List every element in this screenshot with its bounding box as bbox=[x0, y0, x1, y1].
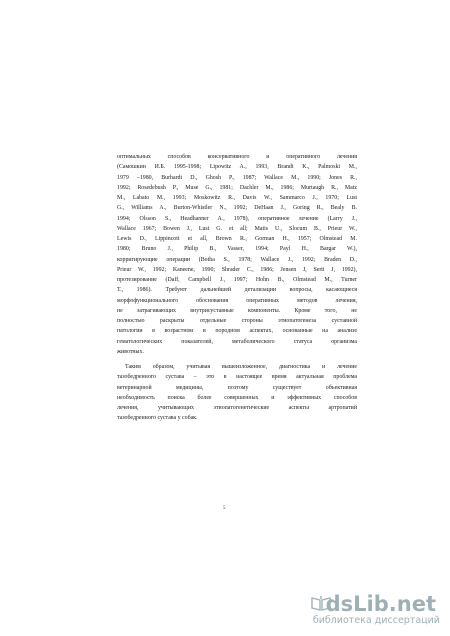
text-line: морфофункционального обоснования оперативных методов лечения, bbox=[117, 297, 357, 304]
text-line: патологии в возрастном и породном аспектах, основанные на анализе bbox=[117, 328, 357, 335]
text-line: 1994; Olsson S., Headhanner A., 1978), оперативное лечение (Larry J., bbox=[117, 215, 357, 222]
text-line: Prieur W., 1992; Kaneene, 1990; Shrader C., 1986; Jensen J, Serti J, 1992), bbox=[117, 266, 357, 273]
text-line: G., Williams A., Burton-Whistler N., 1992; DeHaan J., Goring R., Bealy B. bbox=[117, 205, 357, 212]
text-line: Wallace 1967; Bowen J., Lust G. et all; Matis U., Slocum B., Prieur W., bbox=[117, 225, 357, 232]
watermark-subtitle: библиотека диссертаций bbox=[312, 615, 440, 626]
text-line: лечения, учитывающих этиопатогенетические аспекты артропатий bbox=[117, 405, 357, 411]
text-line: тазобедренного сустава – это в настоящее время актуальная проблема bbox=[117, 374, 357, 381]
text-line: Lewis D., Lippincott et all, Brown R., Gorman H., 1957; Olmstead M. bbox=[117, 236, 357, 242]
paragraph-1 bbox=[117, 152, 357, 357]
page-number: 5 bbox=[223, 506, 226, 511]
text-line: животных. bbox=[117, 348, 144, 355]
text-line: M., Labato M., 1993; Moskowitz R., Davis W., Sammarco J., 1970; Lust bbox=[117, 195, 357, 201]
text-line: 1979 –1980, Burhardt D., Ghosh P., 1987; Wallace M., 1990; Jones R., bbox=[117, 174, 357, 181]
text-line: тазобедренного сустава у собак. bbox=[117, 415, 198, 422]
text-line: 1992; Rosedebush P., Muse G., 1981; Dachler M., 1986; Murtaugh R., Matz bbox=[117, 184, 357, 191]
text-line: (Самошкин И.Б. 1995-1998; Lipowitz A., 1993, Brandt K., Palmoski M., bbox=[117, 164, 357, 171]
text-line: оптимальных способов консервативного и оперативного лечения bbox=[117, 154, 357, 160]
paragraph-2 bbox=[117, 362, 357, 424]
text-line: корригирующие операции (Botha S., 1978; Wallace J., 1992; Braden D., bbox=[117, 256, 357, 263]
text-line: не затрагивающих внутрисуставные компоненты. Кроме того, не bbox=[117, 307, 357, 314]
text-line: Таким образом, учитывая вышеизложенное, диагностика и лечение bbox=[125, 364, 357, 370]
text-line: ветеринарной медицины, поэтому существует объективная bbox=[117, 384, 357, 391]
watermark bbox=[312, 580, 444, 626]
text-line: протезирование (Daff, Campbell J., 1997; Hohn B., Olmstead M., Turner bbox=[117, 277, 357, 283]
text-line: полностью раскрыты отдельные стороны этиопатогенеза суставной bbox=[117, 318, 357, 324]
body-text bbox=[117, 152, 357, 424]
watermark-domain: dsLib.net bbox=[325, 592, 436, 616]
text-line: 1980; Bruno J., Philip B., Vasser, 1994; Payl H., Bargar W.), bbox=[117, 246, 357, 253]
text-line: гематологических показателей, метаболического статуса организма bbox=[117, 338, 357, 345]
text-line: T., 1986). Требуют дальнейшей детализации вопросы, касающиеся bbox=[117, 287, 357, 294]
text-line: необходимость поиска более совершенных и эффективных способов bbox=[117, 394, 357, 401]
